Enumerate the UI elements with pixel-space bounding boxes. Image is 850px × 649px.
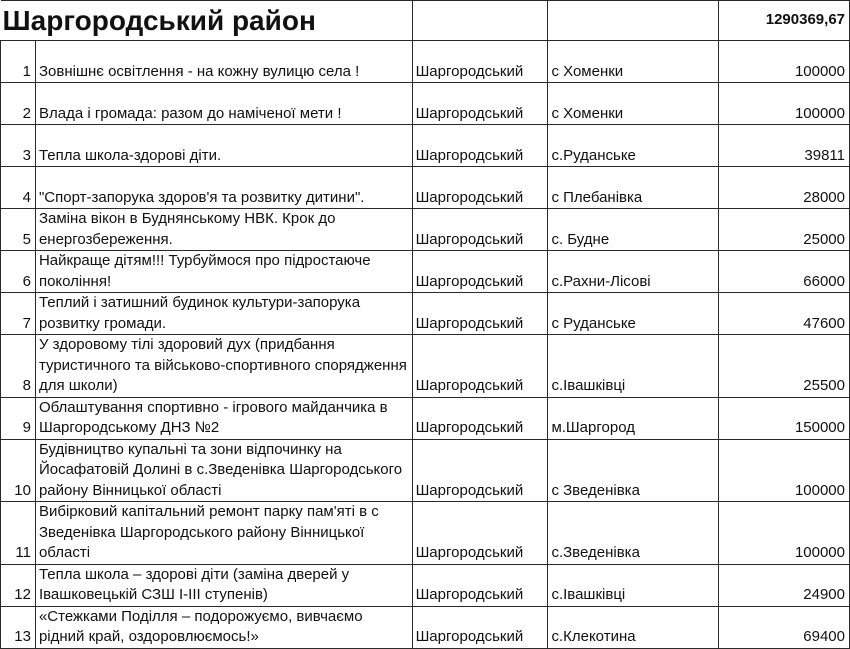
village-cell: с Руданське <box>548 293 719 335</box>
amount-cell: 100000 <box>719 502 850 565</box>
district-total: 1290369,67 <box>719 1 850 41</box>
row-number-cell: 7 <box>1 293 36 335</box>
amount-cell: 100000 <box>719 41 850 83</box>
table-row <box>1 502 850 565</box>
village-cell: с Зведенівка <box>548 439 719 502</box>
amount-cell: 100000 <box>719 439 850 502</box>
amount-cell: 28000 <box>719 167 850 209</box>
project-name-cell: Тепла школа – здорові діти (заміна дверей у Івашковецькій СЗШ І-ІІІ ступенів) <box>35 564 412 606</box>
village-cell: с Хоменки <box>548 41 719 83</box>
table-row <box>1 41 850 83</box>
row-number-cell: 5 <box>1 209 36 251</box>
row-number-cell: 12 <box>1 564 36 606</box>
table-row <box>1 606 850 648</box>
district-cell: Шаргородський <box>412 397 548 439</box>
project-name-cell: У здоровому тілі здоровий дух (придбання туристичного та військово-спортивного спорядження для школи) <box>35 335 412 398</box>
project-name-cell: Тепла школа-здорові діти. <box>35 125 412 167</box>
table-row <box>1 251 850 293</box>
row-number-cell: 6 <box>1 251 36 293</box>
district-cell: Шаргородський <box>412 167 548 209</box>
village-cell: с Плебанівка <box>548 167 719 209</box>
district-cell: Шаргородський <box>412 83 548 125</box>
district-cell: Шаргородський <box>412 293 548 335</box>
village-cell: м.Шаргород <box>548 397 719 439</box>
amount-cell: 150000 <box>719 397 850 439</box>
project-name-cell: «Стежками Поділля – подорожуємо, вивчаємо рідний край, оздоровлюємось!» <box>35 606 412 648</box>
amount-cell: 25000 <box>719 209 850 251</box>
table-row <box>1 293 850 335</box>
row-number-cell: 8 <box>1 335 36 398</box>
amount-cell: 39811 <box>719 125 850 167</box>
district-cell: Шаргородський <box>412 439 548 502</box>
project-name-cell: Заміна вікон в Буднянському НВК. Крок до енергозбереження. <box>35 209 412 251</box>
project-name-cell: Вибірковий капітальний ремонт парку пам'яті в с Зведенівка Шаргородського району Вінницької області <box>35 502 412 565</box>
amount-cell: 100000 <box>719 83 850 125</box>
district-cell: Шаргородський <box>412 251 548 293</box>
district-cell: Шаргородський <box>412 606 548 648</box>
village-cell: с.Зведенівка <box>548 502 719 565</box>
district-cell: Шаргородський <box>412 564 548 606</box>
amount-cell: 47600 <box>719 293 850 335</box>
row-number-cell: 13 <box>1 606 36 648</box>
row-number-cell: 2 <box>1 83 36 125</box>
table-row <box>1 83 850 125</box>
amount-cell: 24900 <box>719 564 850 606</box>
village-cell: с Хоменки <box>548 83 719 125</box>
project-name-cell: Будівництво купальні та зони відпочинку на Йосафатовій Долині в с.Зведенівка Шаргородського району Вінницької області <box>35 439 412 502</box>
project-name-cell: Облаштування спортивно - ігрового майданчика в Шаргородському ДНЗ №2 <box>35 397 412 439</box>
row-number-cell: 11 <box>1 502 36 565</box>
header-empty-cell <box>412 1 548 41</box>
village-cell: с.Рахни-Лісові <box>548 251 719 293</box>
district-title: Шаргородський район <box>1 1 413 41</box>
header-empty-cell <box>548 1 719 41</box>
project-name-cell: Влада і громада: разом до наміченої мети ! <box>35 83 412 125</box>
table-row <box>1 167 850 209</box>
village-cell: с.Руданське <box>548 125 719 167</box>
village-cell: с.Івашківці <box>548 564 719 606</box>
table-row <box>1 439 850 502</box>
table-row <box>1 397 850 439</box>
project-name-cell: Зовнішнє освітлення - на кожну вулицю села ! <box>35 41 412 83</box>
table-row <box>1 335 850 398</box>
amount-cell: 25500 <box>719 335 850 398</box>
row-number-cell: 10 <box>1 439 36 502</box>
district-cell: Шаргородський <box>412 125 548 167</box>
district-cell: Шаргородський <box>412 41 548 83</box>
header-row <box>1 1 850 41</box>
village-cell: с. Будне <box>548 209 719 251</box>
row-number-cell: 1 <box>1 41 36 83</box>
project-name-cell: "Спорт-запорука здоров'я та розвитку дитини". <box>35 167 412 209</box>
table-row <box>1 125 850 167</box>
project-name-cell: Найкраще дітям!!! Турбуймося про підростаюче покоління! <box>35 251 412 293</box>
table-row <box>1 564 850 606</box>
village-cell: с.Івашківці <box>548 335 719 398</box>
village-cell: с.Клекотина <box>548 606 719 648</box>
row-number-cell: 4 <box>1 167 36 209</box>
district-cell: Шаргородський <box>412 502 548 565</box>
project-name-cell: Теплий і затишний будинок культури-запорука розвитку громади. <box>35 293 412 335</box>
amount-cell: 69400 <box>719 606 850 648</box>
row-number-cell: 3 <box>1 125 36 167</box>
district-cell: Шаргородський <box>412 209 548 251</box>
amount-cell: 66000 <box>719 251 850 293</box>
district-cell: Шаргородський <box>412 335 548 398</box>
row-number-cell: 9 <box>1 397 36 439</box>
table-row <box>1 209 850 251</box>
